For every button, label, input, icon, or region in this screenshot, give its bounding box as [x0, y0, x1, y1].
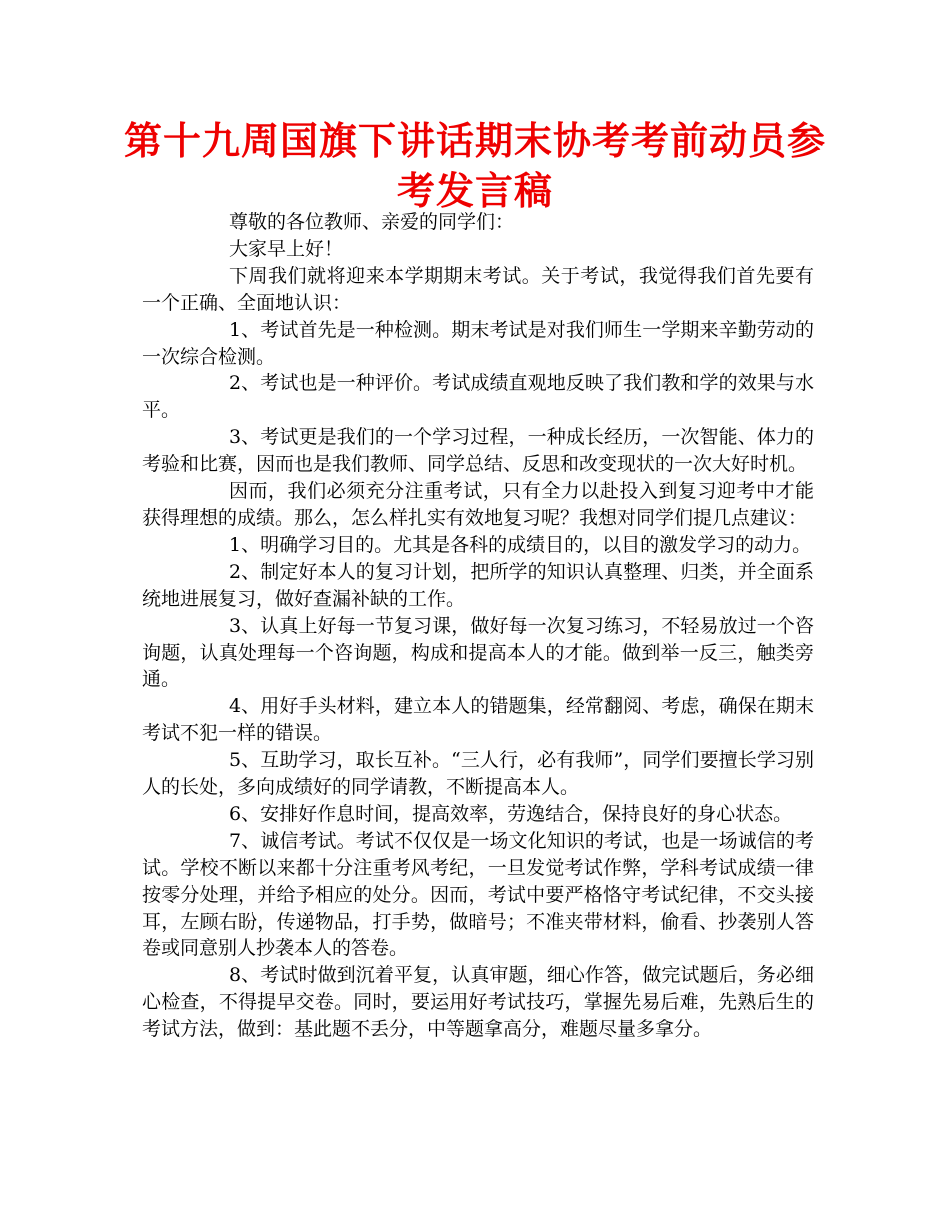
paragraph-exam-point-1: 1、考试首先是一种检测。期末考试是对我们师生一学期来辛勤劳动的一次综合检测。 — [142, 318, 814, 368]
paragraph-suggestion-2: 2、制定好本人的复习计划，把所学的知识认真整理、归类，并全面系统地进展复习，做好查漏补缺的工作。 — [142, 560, 814, 610]
document-title: 第十九周国旗下讲话期末协考考前动员参考发言稿 — [123, 119, 826, 213]
paragraph-suggestion-1: 1、明确学习目的。尤其是各科的成绩目的，以目的激发学习的动力。 — [229, 533, 812, 556]
greeting: 大家早上好！ — [229, 237, 344, 260]
paragraph-exam-point-3: 3、考试更是我们的一个学习过程，一种成长经历，一次智能、体力的考验和比赛，因而也是我们教师、同学总结、反思和改变现状的一次大好时机。 — [142, 426, 814, 476]
paragraph-exam-point-2: 2、考试也是一种评价。考试成绩直观地反映了我们教和学的效果与水平。 — [142, 372, 814, 422]
document-body — [142, 209, 814, 1043]
paragraph-suggestion-7: 7、诚信考试。考试不仅仅是一场文化知识的考试，也是一场诚信的考试。学校不断以来都十分注重考风考纪，一旦发觉考试作弊，学科考试成绩一律按零分处理，并给予相应的处分。因而，考试中要严格恪守考试纪律，不交头接耳，左顾右盼，传递物品，打手势，做暗号；不准夹带材料，偷看、抄袭别人答卷或同意别人抄袭本人的答卷。 — [142, 829, 814, 960]
paragraph-transition: 因而，我们必须充分注重考试，只有全力以赴投入到复习迎考中才能获得理想的成绩。那么，怎么样扎实有效地复习呢？我想对同学们提几点建议： — [142, 480, 814, 529]
paragraph-suggestion-5: 5、互助学习，取长互补。“三人行，必有我师”，同学们要擅长学习别人的长处，多向成绩好的同学请教，不断提高本人。 — [142, 749, 814, 799]
salutation: 尊敬的各位教师、亲爱的同学们： — [229, 211, 515, 233]
paragraph-suggestion-4: 4、用好手头材料，建立本人的错题集，经常翻阅、考虑，确保在期末考试不犯一样的错误。 — [142, 695, 814, 745]
paragraph-intro: 下周我们就将迎来本学期期末考试。关于考试，我觉得我们首先要有一个正确、全面地认识： — [142, 264, 814, 314]
paragraph-suggestion-8: 8、考试时做到沉着平复，认真审题，细心作答，做完试题后，务必细心检查，不得提早交卷。同时，要运用好考试技巧，掌握先易后难，先熟后生的考试方法，做到：基此题不丢分，中等题拿高分，难题尽量多拿分。 — [142, 964, 814, 1041]
paragraph-suggestion-3: 3、认真上好每一节复习课，做好每一次复习练习，不轻易放过一个咨询题，认真处理每一个咨询题，构成和提高本人的才能。做到举一反三，触类旁通。 — [142, 614, 814, 691]
paragraph-suggestion-6: 6、安排好作息时间，提高效率，劳逸结合，保持良好的身心状态。 — [229, 802, 793, 825]
